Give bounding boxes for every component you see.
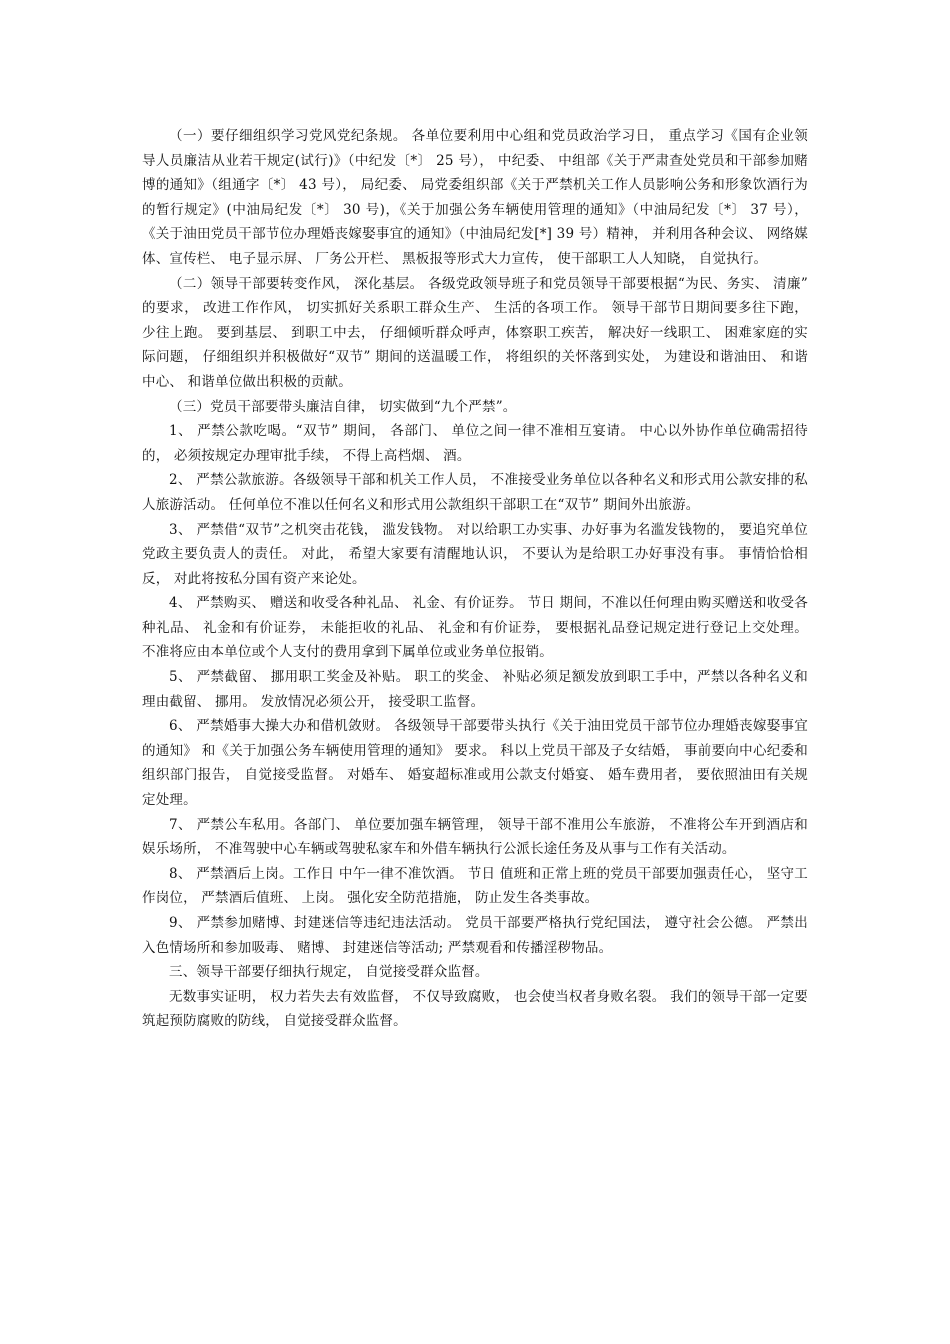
paragraph-change-work-style: （二）领导干部要转变作风， 深化基层。 各级党政领导班子和党员领导干部要根据“为民、务实、 清廉” 的要求， 改进工作作风， 切实抓好关系职工群众生产、 生活的各项工作。 领导干部节日期间要多往下跑， 少往上跑。 要到基层、 到职工中去， 仔细倾听群众呼声，体察职工疾苦， 解决好一线职工、 困难家庭的实际问题， 仔细组织并积极做好“双节” 期间的送温暖工作， 将组织的关怀落到实处， 为建设和谐油田、 和谐中心、 和谐单位做出积极的贡献。 bbox=[142, 275, 808, 390]
paragraph-prohibition-8: 8、 严禁酒后上岗。工作日 中午一律不准饮酒。 节日 值班和正常上班的党员干部要加强责任心， 坚守工作岗位， 严禁酒后值班、 上岗。 强化安全防范措施， 防止发生各类事故。 bbox=[142, 865, 808, 907]
paragraph-prohibition-3: 3、 严禁借“双节”之机突击花钱， 滥发钱物。 对以给职工办实事、办好事为名滥发钱物的， 要追究单位党政主要负责人的责任。 对此， 希望大家要有清醒地认识， 不要认为是给职工办好事没有事。 事情恰恰相反， 对此将按私分国有资产来论处。 bbox=[142, 521, 808, 587]
paragraph-prohibition-5: 5、 严禁截留、 挪用职工奖金及补贴。 职工的奖金、 补贴必须足额发放到职工手中，严禁以各种名义和理由截留、 挪用。 发放情况必须公开， 接受职工监督。 bbox=[142, 669, 808, 710]
document-body bbox=[142, 124, 808, 1034]
paragraph-supervision: 无数事实证明， 权力若失去有效监督， 不仅导致腐败， 也会使当权者身败名裂。 我们的领导干部一定要筑起预防腐败的防线， 自觉接受群众监督。 bbox=[142, 988, 808, 1030]
paragraph-study-regulations: （一）要仔细组织学习党风党纪条规。 各单位要利用中心组和党员政治学习日， 重点学习《国有企业领导人员廉洁从业若干规定(试行)》（中纪发〔*〕 25 号）， 中纪委、 中组部《关于严肃查处党员和干部参加赌博的通知》（组通字〔*〕 43 号）， 局纪委、 局党委组织部《关于严禁机关工作人员影响公务和形象饮酒行为的暂行规定》(中油局纪发〔*〕 30 号)，《关于加强公务车辆使用管理的通知》（中油局纪发〔*〕 37 号），《关于油田党员干部节位办理婚丧嫁娶事宜的通知》（中油局纪发[*] 39 号）精神， 并利用各种会议、 网络媒体、宣传栏、 电子显示屏、 厂务公开栏、 黑板报等形式大力宣传， 使干部职工人人知晓， 自觉执行。 bbox=[142, 128, 808, 267]
paragraph-prohibition-7: 7、 严禁公车私用。各部门、 单位要加强车辆管理， 领导干部不准用公车旅游， 不准将公车开到酒店和娱乐场所， 不准驾驶中心车辆或驾驶私家车和外借车辆执行公派长途任务及从事与工作有关活动。 bbox=[142, 816, 808, 858]
paragraph-prohibition-1: 1、 严禁公款吃喝。“双节” 期间， 各部门、 单位之间一律不准相互宴请。 中心以外协作单位确需招待的， 必须按规定办理审批手续， 不得上高档烟、 酒。 bbox=[142, 423, 808, 464]
paragraph-nine-prohibitions-heading: （三）党员干部要带头廉洁自律， 切实做到“九个严禁”。 bbox=[169, 398, 517, 415]
paragraph-prohibition-6: 6、 严禁婚事大操大办和借机敛财。 各级领导干部要带头执行《关于油田党员干部节位办理婚丧嫁娶事宜的通知》 和《关于加强公务车辆使用管理的通知》 要求。 科以上党员干部及子女结婚， 事前要向中心纪委和组织部门报告， 自觉接受监督。 对婚车、 婚宴超标准或用公款支付婚宴、 婚车费用者， 要依照油田有关规定处理。 bbox=[142, 718, 808, 809]
paragraph-prohibition-2: 2、 严禁公款旅游。各级领导干部和机关工作人员， 不准接受业务单位以各种名义和形式用公款安排的私人旅游活动。 任何单位不准以任何名义和形式用公款组织干部职工在“双节” 期间外出旅游。 bbox=[142, 472, 808, 513]
paragraph-prohibition-4: 4、 严禁购买、 赠送和收受各种礼品、 礼金、有价证券。 节日 期间，不准以任何理由购买赠送和收受各种礼品、 礼金和有价证券， 未能拒收的礼品、 礼金和有价证券， 要根据礼品登记规定进行登记上交处理。 不准将应由本单位或个人支付的费用拿到下属单位或业务单位报销。 bbox=[142, 595, 808, 661]
section-heading-supervision: 三、领导干部要仔细执行规定， 自觉接受群众监督。 bbox=[169, 964, 489, 981]
paragraph-prohibition-9: 9、 严禁参加赌博、封建迷信等违纪违法活动。 党员干部要严格执行党纪国法， 遵守社会公德。 严禁出入色情场所和参加吸毒、 赌博、 封建迷信等活动; 严禁观看和传播淫秽物品。 bbox=[142, 915, 808, 956]
